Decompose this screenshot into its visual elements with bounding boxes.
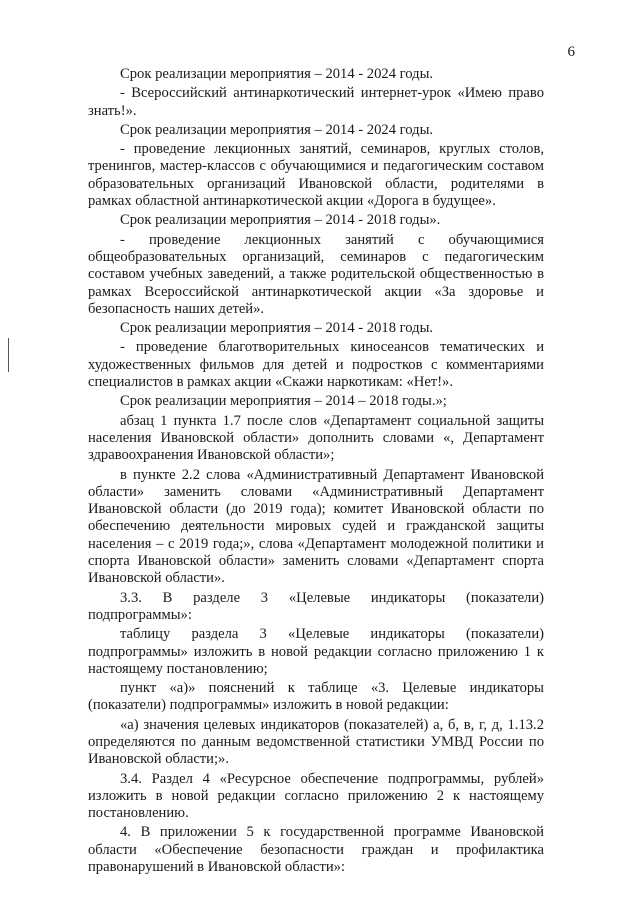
document-body (88, 66, 544, 878)
paragraph: - проведение лекционных занятий, семинаров, круглых столов, тренингов, мастер-классов с обучающимися и педагогическим составом образовательных организаций Ивановской области, родителями в рамках областной антинаркотической акции «Дорога в будущее». (88, 141, 544, 210)
paragraph: «а) значения целевых индикаторов (показателей) а, б, в, г, д, 1.13.2 определяются по данным ведомственной статистики УМВД России по Ивановской области;». (88, 716, 544, 768)
paragraph: абзац 1 пункта 1.7 после слов «Департамент социальной защиты населения Ивановской области» дополнить словами «, Департамент здравоохранения Ивановской области»; (88, 412, 544, 464)
margin-mark (8, 338, 9, 372)
paragraph: пункт «а)» пояснений к таблице «3. Целевые индикаторы (показатели) подпрограммы» изложить в новой редакции: (88, 680, 544, 714)
paragraph: 3.4. Раздел 4 «Ресурсное обеспечение подпрограммы, рублей» изложить в новой редакции согласно приложению 2 к настоящему постановлению. (88, 770, 544, 822)
paragraph: - проведение лекционных занятий с обучающимися общеобразовательных организаций, семинаров с педагогическим составом учебных заведений, а также родительской общественностью в рамках Всероссийской антинаркотической акции «За здоровье и безопасность наших детей». (88, 231, 544, 317)
paragraph: Срок реализации мероприятия – 2014 - 2018 годы. (120, 320, 434, 337)
paragraph: Срок реализации мероприятия – 2014 - 2024 годы. (120, 66, 434, 82)
paragraph: Срок реализации мероприятия – 2014 - 2024 годы. (120, 121, 434, 138)
paragraph: таблицу раздела 3 «Целевые индикаторы (показатели) подпрограммы» изложить в новой редакции согласно приложению 1 к настоящему постановлению; (88, 626, 544, 677)
paragraph: - проведение благотворительных киносеансов тематических и художественных фильмов для детей и подростков с комментариями специалистов в рамках акции «Скажи наркотикам: «Нет!». (88, 339, 544, 391)
paragraph: 3.3. В разделе 3 «Целевые индикаторы (показатели) подпрограммы»: (88, 589, 544, 623)
paragraph: Срок реализации мероприятия – 2014 - 2018 годы». (120, 212, 441, 229)
paragraph: - Всероссийский антинаркотический интернет-урок «Имею право знать!». (88, 85, 544, 119)
paragraph: 4. В приложении 5 к государственной программе Ивановской области «Обеспечение безопасности граждан и профилактика правонарушений в Ивановской области»: (88, 824, 544, 876)
paragraph: в пункте 2.2 слова «Административный Департамент Ивановской области» заменить словами «Административный Департамент Ивановской области (до 2019 года); комитет Ивановской области по обеспечению деятельности мировых судей и гражданской защиты населения – с 2019 года;», слова «Департамент молодежной политики и спорта Ивановской области» заменить словами «Департамент спорта Ивановской области». (88, 466, 544, 587)
paragraph: Срок реализации мероприятия – 2014 – 2018 годы.»; (120, 393, 447, 410)
page-number: 6 (567, 44, 575, 60)
